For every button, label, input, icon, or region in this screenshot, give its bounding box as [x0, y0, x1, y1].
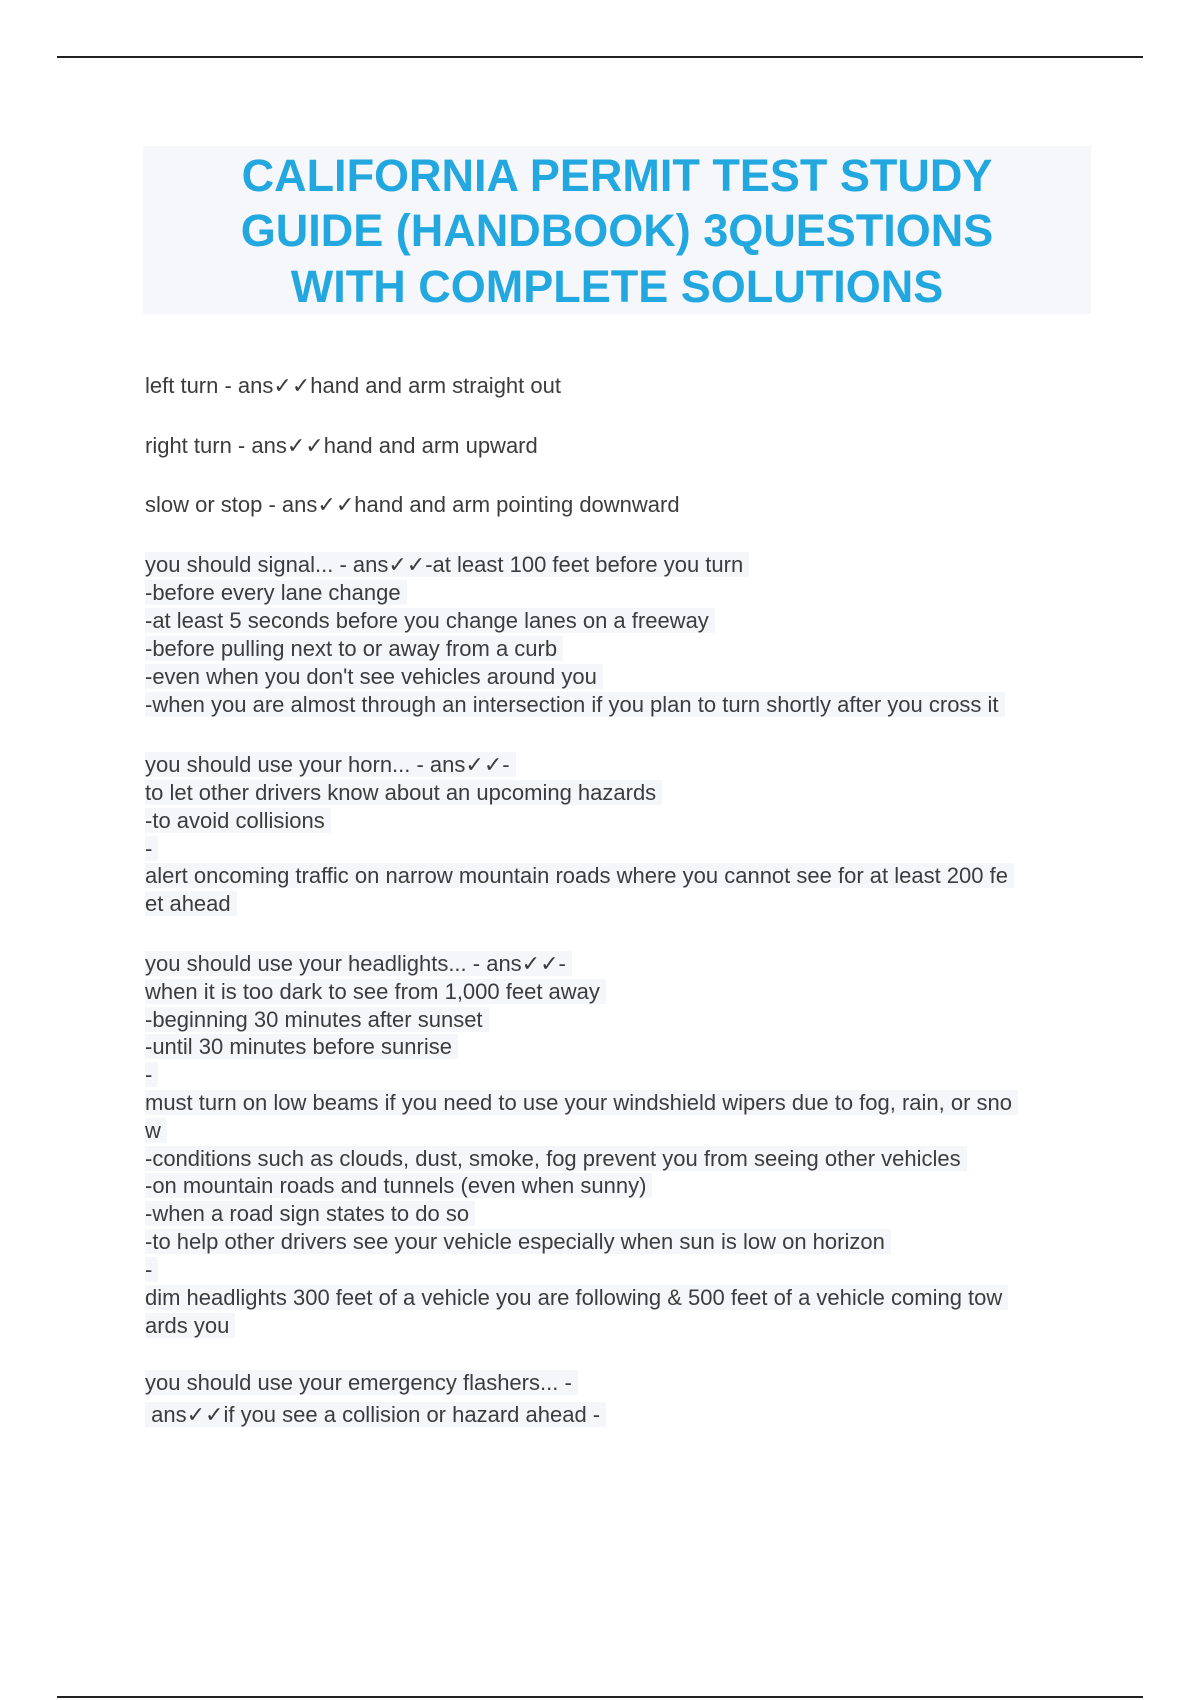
- qa-headlights-item: -on mountain roads and tunnels (even when sunny): [145, 1173, 652, 1199]
- qa-signal-item: -even when you don't see vehicles around you: [145, 664, 603, 690]
- qa-horn-item: et ahead: [145, 891, 237, 917]
- qa-horn-item: -: [145, 836, 158, 862]
- qa-horn-question: you should use your horn... - ans✓✓-: [145, 752, 516, 778]
- qa-signal-item: -at least 5 seconds before you change lanes on a freeway: [145, 608, 715, 634]
- qa-headlights-item: -: [145, 1257, 158, 1283]
- title-line-2: GUIDE (HANDBOOK) 3QUESTIONS: [240, 205, 994, 256]
- qa-horn-item: alert oncoming traffic on narrow mountain roads where you cannot see for at least 200 fe: [145, 863, 1014, 889]
- qa-headlights-item: -to help other drivers see your vehicle especially when sun is low on horizon: [145, 1229, 891, 1255]
- qa-headlights-item: -beginning 30 minutes after sunset: [145, 1007, 489, 1033]
- qa-signal-item: -before every lane change: [145, 580, 407, 606]
- title-line-3: WITH COMPLETE SOLUTIONS: [290, 261, 944, 312]
- qa-signal-item: -before pulling next to or away from a curb: [145, 636, 563, 662]
- qa-headlights-item: ards you: [145, 1313, 235, 1339]
- qa-signal-question: you should signal... - ans✓✓-at least 100 feet before you turn: [145, 552, 749, 578]
- qa-horn-item: to let other drivers know about an upcoming hazards: [145, 780, 662, 806]
- qa-horn-item: -to avoid collisions: [145, 808, 331, 834]
- bottom-rule: [57, 1696, 1143, 1698]
- qa-flashers-answer: ans✓✓if you see a collision or hazard ahead -: [145, 1402, 606, 1428]
- qa-signal-item: -when you are almost through an intersection if you plan to turn shortly after you cross it: [145, 692, 1005, 718]
- qa-headlights-item: -conditions such as clouds, dust, smoke, fog prevent you from seeing other vehicles: [145, 1146, 967, 1172]
- qa-headlights-item: w: [145, 1118, 167, 1144]
- qa-right-turn: right turn - ans✓✓hand and arm upward: [145, 433, 538, 458]
- title-line-1: CALIFORNIA PERMIT TEST STUDY: [241, 150, 993, 201]
- qa-headlights-item: -when a road sign states to do so: [145, 1201, 475, 1227]
- qa-flashers-question: you should use your emergency flashers... -: [145, 1370, 578, 1396]
- qa-headlights-item: -: [145, 1062, 158, 1088]
- qa-headlights-question: you should use your headlights... - ans✓✓-: [145, 951, 572, 977]
- qa-left-turn: left turn - ans✓✓hand and arm straight out: [145, 373, 561, 398]
- qa-slow-or-stop: slow or stop - ans✓✓hand and arm pointing downward: [145, 492, 680, 517]
- qa-headlights-item: dim headlights 300 feet of a vehicle you are following & 500 feet of a vehicle coming tow: [145, 1285, 1008, 1311]
- title-block: [143, 146, 1091, 314]
- qa-headlights-item: -until 30 minutes before sunrise: [145, 1034, 458, 1060]
- top-rule: [57, 56, 1143, 58]
- qa-headlights-item: when it is too dark to see from 1,000 feet away: [145, 979, 606, 1005]
- qa-headlights-item: must turn on low beams if you need to use your windshield wipers due to fog, rain, or sno: [145, 1090, 1018, 1116]
